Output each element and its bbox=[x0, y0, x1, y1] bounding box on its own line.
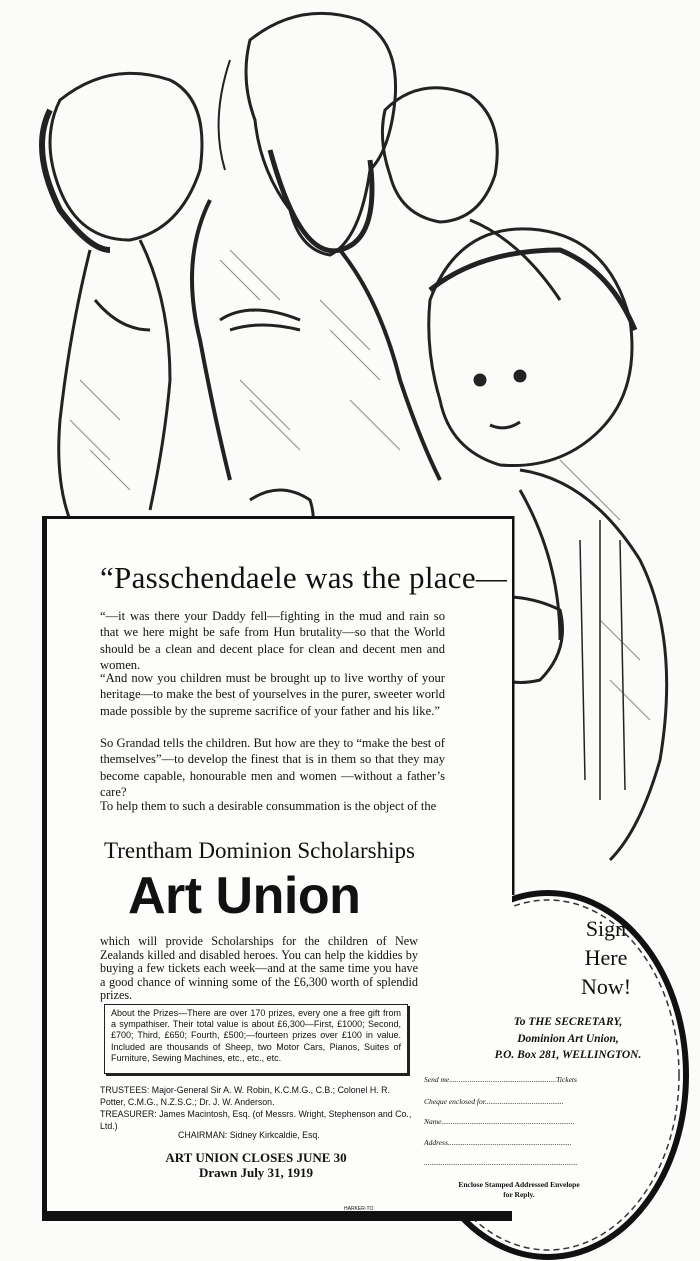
sign-line: Sign bbox=[585, 916, 627, 941]
closing-notice bbox=[96, 1150, 416, 1180]
sign-here-now bbox=[563, 914, 649, 1001]
trustees: TRUSTEES: Major-General Sir A. W. Robin, K.C.M.G., C.B.; Colonel H. R. Potter, C.M.G., N.Z.S.C.; Dr. J. W. Anderson. bbox=[100, 1085, 390, 1107]
art-union-title: Art Union bbox=[128, 867, 361, 925]
address-line: P.O. Box 281, WELLINGTON. bbox=[494, 1049, 642, 1061]
drawn-date: Drawn July 31, 1919 bbox=[198, 1165, 314, 1180]
engraver-mark: HARKER-TO bbox=[344, 1206, 374, 1212]
grandfather-figure bbox=[192, 13, 440, 480]
address-extra-field[interactable]: .................................................................................. bbox=[424, 1158, 578, 1167]
cheque-field[interactable]: Cheque enclosed for.......................................... bbox=[424, 1097, 564, 1106]
coupon-address bbox=[468, 1014, 668, 1064]
headline: “Passchendaele was the place— bbox=[100, 560, 508, 595]
closes-date: ART UNION CLOSES JUNE 30 bbox=[165, 1150, 347, 1165]
description: which will provide Scholarships for the children of New Zealands killed and disabled heroes. You can help the kiddies by buying a few tickets each week—and at the same time you have a good chance of winning some of the £6,300 worth of splendid prizes. bbox=[100, 934, 418, 1002]
girl-figure bbox=[42, 73, 202, 520]
address-line: Dominion Art Union, bbox=[517, 1032, 619, 1045]
chairman: CHAIRMAN: Sidney Kirkcaldie, Esq. bbox=[178, 1130, 320, 1140]
paragraph-3: So Grandad tells the children. But how are they to “make the best of themselves”—to develop the finest that is in them so that they may become capable, honourable men and women —without a father’s care? bbox=[100, 736, 445, 799]
enclose-line: Enclose Stamped Addressed Envelope bbox=[458, 1180, 580, 1189]
enclose-note bbox=[424, 1180, 614, 1200]
reply-line: for Reply. bbox=[503, 1190, 535, 1199]
treasurer: TREASURER: James Macintosh, Esq. (of Messrs. Wright, Stephenson and Co., Ltd.) bbox=[100, 1109, 412, 1131]
officers bbox=[100, 1084, 416, 1132]
sign-line: Here bbox=[584, 945, 628, 970]
send-me-field[interactable]: Send me.........................................................Tickets bbox=[424, 1075, 577, 1084]
address-field[interactable]: Address.................................................................. bbox=[424, 1138, 572, 1147]
paragraph-4: To help them to such a desirable consummation is the object of the bbox=[100, 799, 437, 813]
scholarships-title: Trentham Dominion Scholarships bbox=[104, 838, 415, 863]
paragraph-1: “—it was there your Daddy fell—fighting in the mud and rain so that we here might be safe from Hun brutality—so that the World should be a clean and decent place for clean and decent men and women. bbox=[100, 609, 445, 672]
sign-line: Now! bbox=[580, 974, 632, 999]
address-line: To THE SECRETARY, bbox=[513, 1016, 623, 1028]
paragraph-2: “And now you children must be brought up to live worthy of your heritage—to make the best of yourselves in the purer, sweeter world made possible by the supreme sacrifice of your father and his like.” bbox=[100, 671, 445, 718]
name-field[interactable]: Name....................................................................... bbox=[424, 1117, 575, 1126]
prizes-box: About the Prizes—There are over 170 prizes, every one a free gift from a sympathiser. Their total value is about £6,300—First, £1000; Second, £700; Third, £650; Fourth, £500;—fourteen prizes over £100 in value. Included are thousands of Sheep, two Motor Cars, Pianos, Suites of Furniture, Sewing Machines, etc., etc., etc. bbox=[104, 1004, 408, 1074]
